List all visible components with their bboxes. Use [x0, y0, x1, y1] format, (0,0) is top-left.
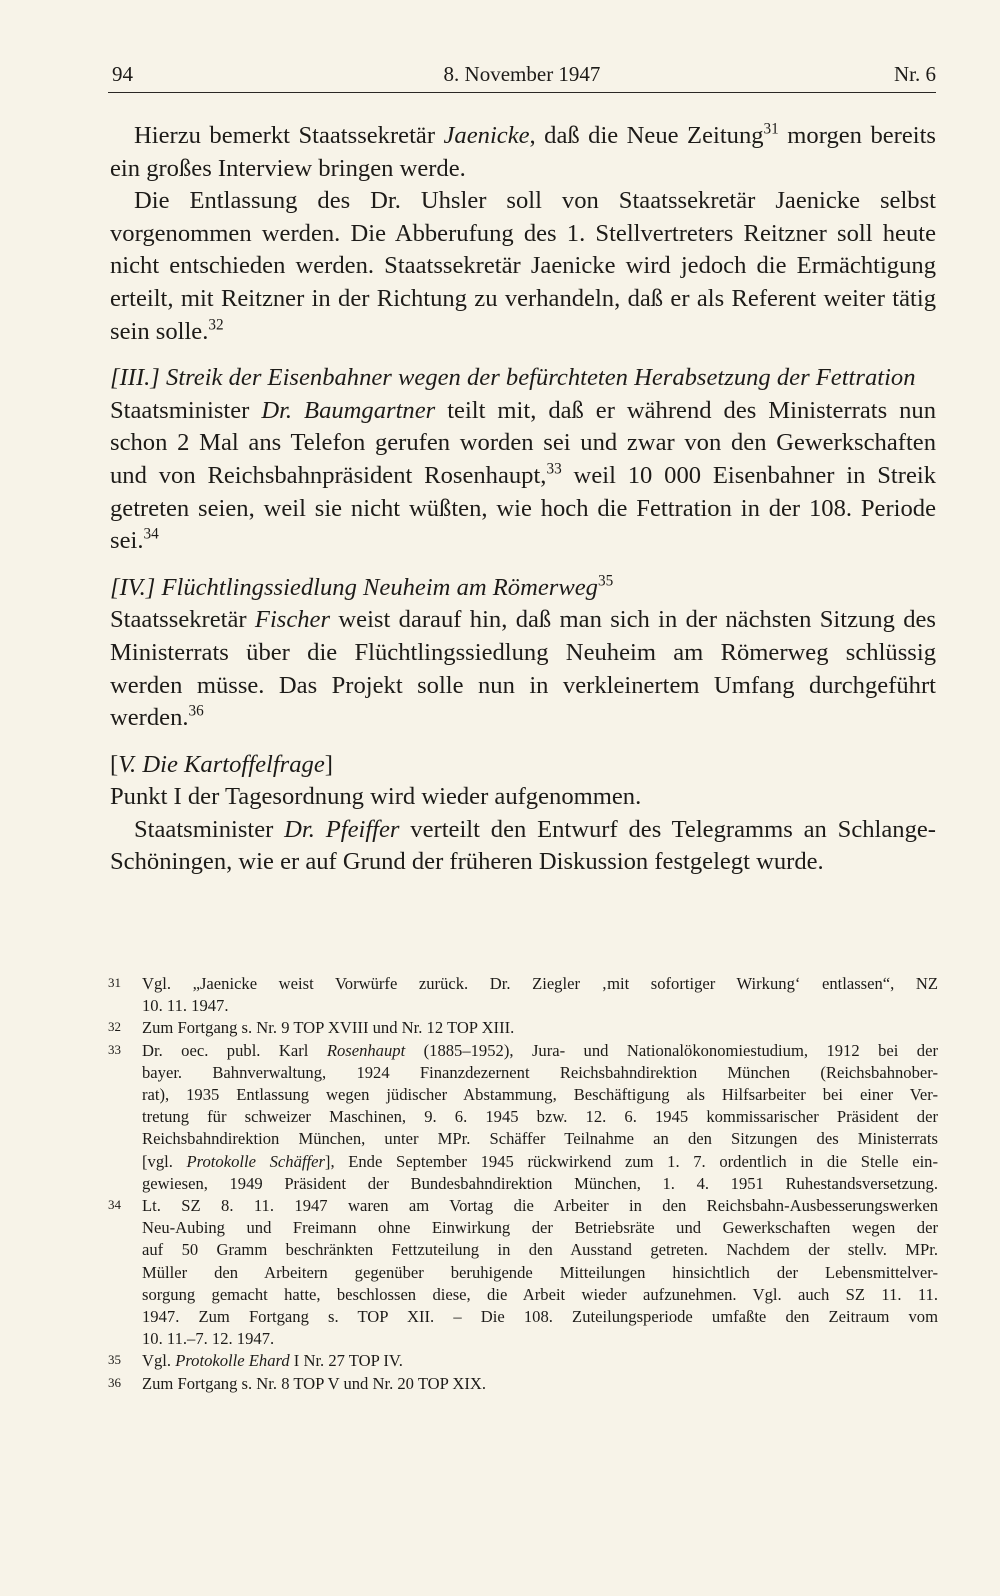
footnote-35: 35 Vgl. Protokolle Ehard I Nr. 27 TOP IV.: [108, 1351, 403, 1371]
paragraph-refugee-settlement: Staatssekretär Fischer weist darauf hin, daß man sich in der nächsten Sitzung des Ministerrats über die Flüchtlingssiedlung Neuheim am Römerweg schlüssig werden müsse. Das Projekt solle nun in verkleinertem Umfang durchgeführt werden.$^{36}$: [110, 606, 937, 732]
page-number: 94: [112, 62, 133, 86]
paragraph-uhsler-dismissal: Die Entlassung des Dr. Uhsler soll von Staatssekretär Jaenicke selbst vorgenommen werden. Die Abberufung des 1. Stellvertreters Reitzner soll heute nicht entschieden werden. Staatssekretär Jaenicke wird jedoch die Ermächtigung erteilt, mit Reitzner in der Richtung zu verhandeln, daß er als Referent weiter tätig sein solle.$^{32}$: [110, 187, 936, 345]
paragraph-agenda-resumed: Punkt I der Tagesordnung wird wieder aufgenommen.: [110, 783, 642, 811]
footnote-33: 33 Dr. oec. publ. Karl Rosenhaupt (1885–1952), Jura- und Nationalökonomiestudium, 1912 bei der bayer. Bahnverwaltung, 1924 Finanzdezernent Reichsbahndirektion München (Reichsbahnober- rat), 1935 Entlassung wegen jüdischer Abstammung, Beschäftigung als Hilfsarbeiter bei einer Ver- tretung für schweizer Maschinen, 9. 6. 1945 bzw. 12. 6. 1945 kommissarischer Präsident der Reichsbahndirektion München, unter MPr. Schäffer Teilnahme an den Sitzungen des Ministerrats [vgl. Protokolle Schäffer], Ende September 1945 rückwirkend zum 1. 7. ordentlich in die Stelle ein- gewiesen, 1949 Präsident der Bundesbahndirektion München, 1. 4. 1951 Ruhestandsversetzung.: [108, 1040, 938, 1193]
section-heading-iv: [IV.] Flüchtlingssiedlung Neuheim am Römerweg$^{35}$: [110, 572, 614, 601]
footnote-ref: 34: [143, 525, 159, 543]
footnote-32: 32 Zum Fortgang s. Nr. 9 TOP XVIII und Nr. 12 TOP XIII.: [108, 1018, 515, 1038]
main-text: [110, 120, 936, 879]
footnote-ref: 35: [597, 572, 614, 590]
footnote-36: 36 Zum Fortgang s. Nr. 8 TOP V und Nr. 20 TOP XIX.: [108, 1373, 487, 1393]
footnote-ref: 36: [188, 702, 204, 720]
paragraph-telegram-draft: Staatsminister Dr. Pfeiffer verteilt den Entwurf des Telegramms an Schlange-Schöningen, wie er auf Grund der früheren Diskussion festgelegt wurde.: [110, 815, 937, 876]
footnote-34: 34 Lt. SZ 8. 11. 1947 waren am Vortag die Arbeiter in den Reichsbahn-Ausbesserungswerken Neu-Aubing und Freimann ohne Einwirkung der Betriebsräte und Gewerkschaften wegen der auf 50 Gramm beschränkten Fettzuteilung in den Ausstand getreten. Nachdem der stellv. MPr. Müller den Arbeitern gegenüber beruhigende Mitteilungen hinsichtlich der Lebensmittelver- sorgung gemacht hatte, beschlossen diese, die Arbeit wieder aufzunehmen. Vgl. auch SZ 11. 11. 1947. Zum Fortgang s. TOP XII. – Die 108. Zuteilungsperiode umfaßte den Zeitraum vom 10. 11.–7. 12. 1947.: [108, 1196, 938, 1349]
speaker-name: Dr. Pfeiffer: [284, 815, 400, 843]
footnotes: [108, 973, 938, 1395]
section-heading-v: [V. Die Kartoffelfrage]: [110, 750, 333, 778]
section-heading-iii: [III.] Streik der Eisenbahner wegen der befürchteten Herabsetzung der Fettration: [110, 364, 916, 392]
speaker-name: Fischer: [254, 606, 331, 634]
footnote-ref: 31: [763, 120, 779, 138]
running-header: [108, 58, 936, 93]
footnote-ref: 33: [546, 460, 562, 478]
footnote-31: 31 Vgl. „Jaenicke weist Vorwürfe zurück. Dr. Ziegler ‚mit sofortiger Wirkung‘ entlassen“, NZ 10. 11. 1947.: [108, 974, 938, 1016]
speaker-name: Dr. Baumgartner: [261, 396, 436, 424]
speaker-name: Jaenicke: [443, 122, 530, 149]
header-date: 8. November 1947: [443, 62, 601, 86]
paragraph-railway-strike: Staatsminister Dr. Baumgartner teilt mit, daß er während des Ministerrats nun schon 2 Mal ans Telefon gerufen worden sei und zwar von den Gewerkschaften und von Reichsbahnpräsident Rosenhaupt,$^{33}$ weil 10 000 Eisenbahner in Streik getreten seien, weil sie nicht wüßten, wie hoch die Fettration in der 108. Periode sei.$^{34}$: [110, 396, 936, 555]
paragraph-jaenicke-interview: Hierzu bemerkt Staatssekretär Jaenicke, daß die Neue Zeitung$^{31}$ morgen bereits ein großes Interview bringen werde.: [110, 120, 936, 182]
header-issue-number: Nr. 6: [894, 62, 936, 86]
footnote-ref: 32: [208, 316, 224, 334]
